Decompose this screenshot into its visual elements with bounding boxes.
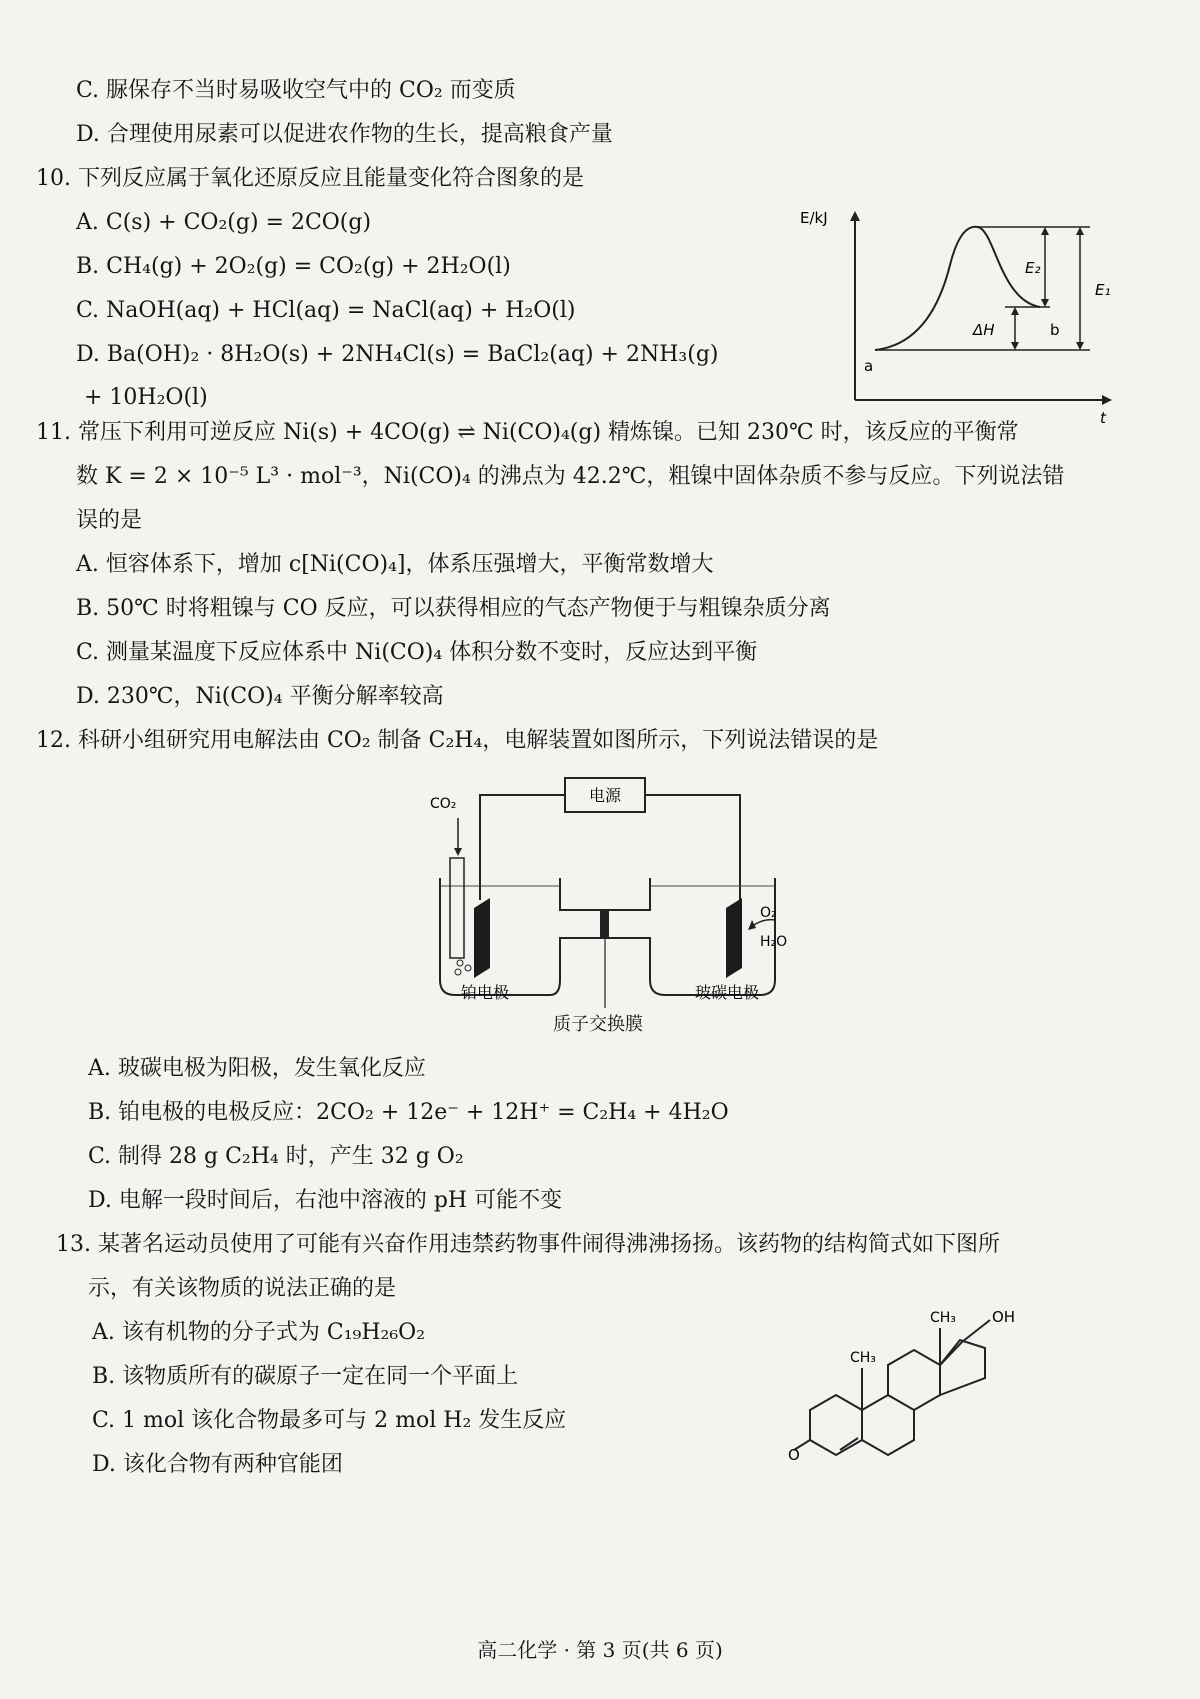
q13-option-c: C. 1 mol 该化合物最多可与 2 mol H₂ 发生反应 — [92, 1408, 567, 1433]
energy-diagram — [800, 205, 1120, 427]
page-footer: 高二化学 · 第 3 页(共 6 页) — [477, 1638, 723, 1662]
q10-option-c: C. NaOH(aq) + HCl(aq) = NaCl(aq) + H₂O(l) — [76, 298, 576, 323]
co2-label: CO₂ — [430, 796, 457, 812]
q12-option-c: C. 制得 28 g C₂H₄ 时，产生 32 g O₂ — [88, 1144, 464, 1169]
time-axis-label: t — [1100, 409, 1106, 427]
q11-option-c: C. 测量某温度下反应体系中 Ni(CO)₄ 体积分数不变时，反应达到平衡 — [76, 640, 758, 665]
o2-label: O₂ — [760, 905, 777, 921]
e1-label: E₁ — [1095, 281, 1111, 299]
q9-option-d: D. 合理使用尿素可以促进农作物的生长，提高粮食产量 — [76, 122, 613, 147]
q13-option-a: A. 该有机物的分子式为 C₁₉H₂₆O₂ — [92, 1320, 426, 1345]
power-source-label: 电源 — [588, 786, 622, 805]
h2o-label: H₂O — [760, 934, 788, 950]
ch3-mid-label: CH₃ — [850, 1350, 876, 1366]
q10-option-b: B. CH₄(g) + 2O₂(g) = CO₂(g) + 2H₂O(l) — [76, 254, 511, 279]
q12-option-a: A. 玻碳电极为阳极，发生氧化反应 — [88, 1056, 426, 1081]
state-a-label: a — [864, 357, 874, 375]
ketone-o-label: O — [788, 1446, 800, 1464]
electrolysis-diagram — [430, 770, 810, 1010]
q11-stem-line1: 11. 常压下利用可逆反应 Ni(s) + 4CO(g) ⇌ Ni(CO)₄(g) 精炼镍。已知 230℃ 时，该反应的平衡常 — [36, 420, 1019, 445]
q10-option-d-cont: + 10H₂O(l) — [84, 385, 208, 410]
steroid-structure — [790, 1290, 1090, 1500]
q11-stem-line3: 误的是 — [76, 508, 143, 533]
q13-option-d: D. 该化合物有两种官能团 — [92, 1452, 343, 1477]
q11-option-b: B. 50℃ 时将粗镍与 CO 反应，可以获得相应的气态产物便于与粗镍杂质分离 — [76, 596, 831, 621]
state-b-label: b — [1050, 321, 1060, 339]
q11-option-d: D. 230℃，Ni(CO)₄ 平衡分解率较高 — [76, 684, 444, 709]
delta-h-label: ΔH — [973, 321, 995, 339]
q12-option-d: D. 电解一段时间后，右池中溶液的 pH 可能不变 — [88, 1188, 563, 1213]
q12-option-b: B. 铂电极的电极反应：2CO₂ + 12e⁻ + 12H⁺ = C₂H₄ + 4H₂O — [88, 1100, 729, 1125]
q10-stem: 10. 下列反应属于氧化还原反应且能量变化符合图象的是 — [36, 166, 584, 191]
q11-stem-line2: 数 K = 2 × 10⁻⁵ L³ · mol⁻³，Ni(CO)₄ 的沸点为 42.2℃，粗镍中固体杂质不参与反应。下列说法错 — [76, 464, 1065, 489]
q11-option-a: A. 恒容体系下，增加 c[Ni(CO)₄]，体系压强增大，平衡常数增大 — [76, 552, 714, 577]
glassy-carbon-electrode-label: 玻碳电极 — [695, 983, 760, 1002]
e2-label: E₂ — [1025, 259, 1041, 277]
q13-option-b: B. 该物质所有的碳原子一定在同一个平面上 — [92, 1364, 519, 1389]
q13-stem-line1: 13. 某著名运动员使用了可能有兴奋作用违禁药物事件闹得沸沸扬扬。该药物的结构简式如下图所 — [56, 1232, 1000, 1257]
q10-option-a: A. C(s) + CO₂(g) = 2CO(g) — [76, 210, 372, 235]
q12-stem: 12. 科研小组研究用电解法由 CO₂ 制备 C₂H₄，电解装置如图所示，下列说法错误的是 — [36, 728, 879, 753]
q9-option-c: C. 脲保存不当时易吸收空气中的 CO₂ 而变质 — [76, 78, 516, 103]
energy-axis-label: E/kJ — [800, 209, 828, 227]
q13-stem-line2: 示，有关该物质的说法正确的是 — [88, 1276, 397, 1301]
oh-label: OH — [992, 1308, 1016, 1326]
proton-membrane-label: 质子交换膜 — [553, 1014, 643, 1035]
ch3-top-label: CH₃ — [930, 1310, 956, 1326]
q10-option-d: D. Ba(OH)₂ · 8H₂O(s) + 2NH₄Cl(s) = BaCl₂(aq) + 2NH₃(g) — [76, 342, 719, 367]
platinum-electrode-label: 铂电极 — [460, 983, 510, 1002]
